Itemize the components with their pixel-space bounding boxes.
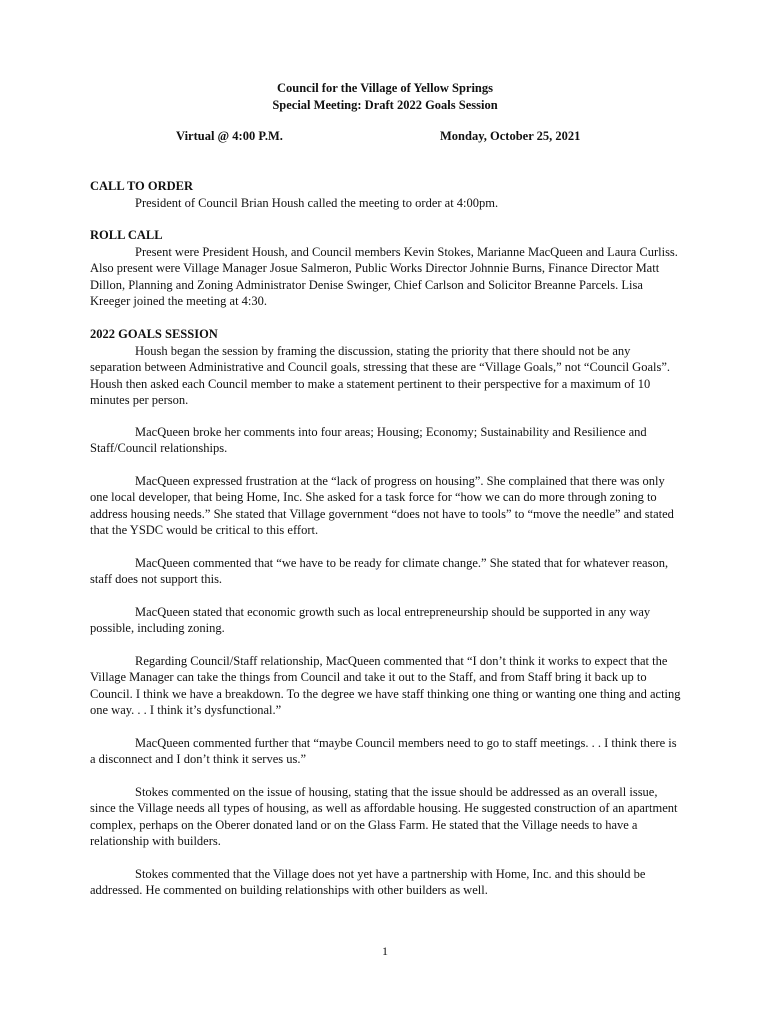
goals-paragraph: MacQueen stated that economic growth such as local entrepreneurship should be supported in any way possible, including zoning. [90,605,651,636]
goals-paragraph: MacQueen expressed frustration at the “lack of progress on housing”. She complained that there was only one local developer, that being Home, Inc. She asked for a task force for “how we can do more through zoning to address housing needs.” She stated that Village government “does not have to tools” to “move the needle” and stated that the YSDC would be critical to this effort. [90,474,674,538]
goals-paragraph: MacQueen commented further that “maybe Council members need to go to staff meetings. . . I think there is a disconnect and I don’t think it serves us.” [90,736,677,767]
roll-call-text: Present were President Housh, and Council members Kevin Stokes, Marianne MacQueen and Laura Curliss. Also present were Village Manager Josue Salmeron, Public Works Director Johnnie Burns, Finance Director Matt Dillon, Planning and Zoning Administrator Denise Swinger, Chief Carlson and Solicitor Breanne Parcels. Lisa Kreeger joined the meeting at 4:30. [90,245,678,309]
goals-paragraph: Stokes commented on the issue of housing, stating that the issue should be addressed as an overall issue, since the Village needs all types of housing, as well as affordable housing. He suggested construction of an apartment complex, perhaps on the Oberer donated land or on the Glass Farm. He stated that the Village needs to have a relationship with builders. [90,785,678,849]
goals-session-heading: 2022 GOALS SESSION [90,327,218,341]
goals-paragraph: Housh began the session by framing the discussion, stating the priority that there should not be any separation between Administrative and Council goals, stressing that these are “Village Goals,” not “Council Goals”. Housh then asked each Council member to make a statement pertinent to their perspective for a maximum of 10 minutes per person. [90,344,670,408]
goals-paragraph: Stokes commented that the Village does not yet have a partnership with Home, Inc. and this should be addressed. He commented on building relationships with other builders as well. [90,867,646,898]
meeting-date: Monday, October 25, 2021 [440,129,581,143]
document-subtitle: Special Meeting: Draft 2022 Goals Session [272,98,498,112]
goals-paragraph: MacQueen broke her comments into four areas; Housing; Economy; Sustainability and Resilience and Staff/Council relationships. [90,425,647,456]
roll-call-heading: ROLL CALL [90,228,163,242]
call-to-order-heading: CALL TO ORDER [90,179,194,193]
document-title: Council for the Village of Yellow Springs [277,81,493,95]
page-number: 1 [382,944,388,958]
call-to-order-text: President of Council Brian Housh called the meeting to order at 4:00pm. [135,196,499,210]
goals-paragraph: MacQueen commented that “we have to be ready for climate change.” She stated that for whatever reason, staff does not support this. [90,556,669,587]
meeting-mode: Virtual @ 4:00 P.M. [176,129,283,143]
goals-paragraph: Regarding Council/Staff relationship, MacQueen commented that “I don’t think it works to expect that the Village Manager can take the things from Council and take it out to the Staff, and from Staff bring it back up to Council. I think we have a breakdown. To the degree we have staff thinking one thing or wanting one thing and acting one way. . . I think it’s dysfunctional.” [90,654,681,718]
